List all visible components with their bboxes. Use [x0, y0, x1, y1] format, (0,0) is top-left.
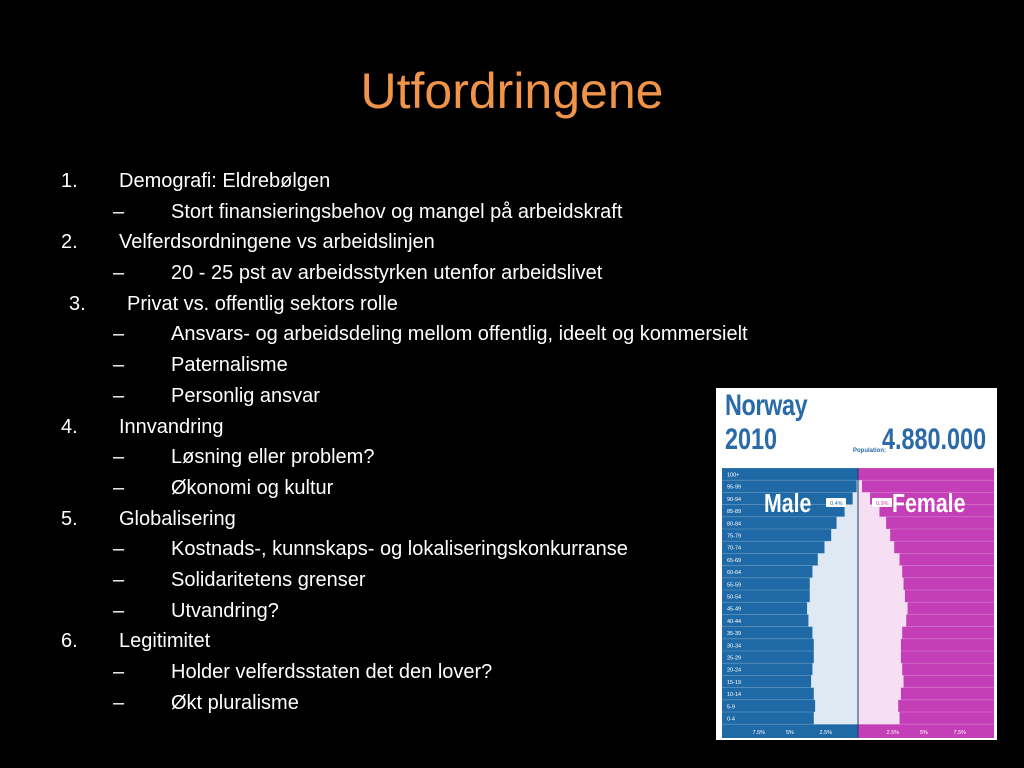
age-group-label: 25-29 — [727, 655, 742, 662]
age-group-label: 10-14 — [727, 692, 742, 699]
population-label: Population: — [853, 448, 886, 454]
list-subitem — [0, 688, 720, 719]
list-subitem-text: Paternalisme — [171, 354, 288, 377]
age-group-label: 20-24 — [727, 667, 742, 674]
list-subitem — [0, 319, 748, 350]
list-subitem — [0, 657, 720, 688]
male-marker-value: 0.4% — [830, 501, 843, 507]
list-item — [0, 166, 720, 197]
dash-bullet: – — [113, 323, 125, 346]
age-group-label: 40-44 — [727, 618, 742, 625]
female-marker-value: 0.9% — [876, 501, 889, 507]
list-subitem — [0, 596, 720, 627]
list-item — [0, 626, 720, 657]
axis-tick-label: 2.5% — [819, 730, 833, 737]
list-subitem — [0, 534, 720, 565]
list-item-text: Globalisering — [119, 507, 236, 530]
list-item-number: 1. — [61, 170, 78, 192]
age-group-label: 30-34 — [727, 643, 742, 650]
axis-tick-label: 7.5% — [953, 730, 967, 737]
dash-bullet: – — [113, 661, 125, 683]
list-subitem-text: Personlig ansvar — [171, 384, 320, 407]
dash-bullet: – — [113, 599, 125, 622]
dash-bullet: – — [113, 568, 125, 591]
list-subitem — [0, 442, 720, 473]
dash-bullet: – — [113, 200, 125, 223]
axis-tick-label: 2.5% — [886, 730, 900, 737]
dash-bullet: – — [113, 446, 125, 469]
list-item-number: 2. — [61, 231, 78, 254]
age-group-label: 60-64 — [727, 570, 742, 577]
list-subitem — [0, 350, 720, 381]
list-subitem — [0, 258, 720, 289]
age-group-label: 35-39 — [727, 631, 742, 638]
norway-population-infographic — [716, 388, 997, 740]
age-group-label: 65-69 — [727, 557, 742, 564]
list-subitem-text: Økt pluralisme — [171, 691, 299, 714]
age-group-label: 80-84 — [727, 521, 742, 528]
population-value: 4.880.000 — [882, 423, 987, 456]
age-group-label: 95-99 — [727, 484, 742, 491]
list-item — [0, 227, 720, 258]
list-subitem-text: Solidaritetens grenser — [171, 568, 366, 591]
dash-bullet: – — [113, 476, 125, 499]
list-subitem-text: Utvandring? — [171, 599, 279, 622]
infographic-country: Norway — [725, 389, 808, 422]
list-subitem-text: Ansvars- og arbeidsdeling mellom offentlig, ideelt og kommersielt — [171, 323, 748, 346]
dash-bullet: – — [113, 384, 125, 407]
dash-bullet: – — [113, 691, 125, 714]
list-subitem — [0, 565, 720, 596]
dash-bullet: – — [113, 538, 125, 561]
list-item-text: Demografi: Eldrebølgen — [119, 170, 331, 192]
dash-bullet: – — [113, 262, 125, 285]
age-group-label: 0-4 — [727, 716, 735, 723]
list-subitem — [0, 473, 720, 504]
male-label: Male — [764, 489, 812, 519]
list-item-text: Legitimitet — [119, 630, 211, 653]
population-pyramid — [722, 468, 994, 738]
axis-tick-label: 5% — [786, 730, 794, 737]
axis-tick-label: 7.5% — [752, 730, 766, 737]
list-subitem-text: Stort finansieringsbehov og mangel på arbeidskraft — [171, 200, 623, 223]
list-subitem-text: 20 - 25 pst av arbeidsstyrken utenfor arbeidslivet — [171, 262, 603, 285]
list-item-number: 5. — [61, 507, 78, 530]
infographic-year: 2010 — [725, 423, 778, 456]
list-item-number: 3. — [69, 292, 86, 315]
slide-title: Utfordringene — [360, 63, 664, 119]
age-group-label: 100+ — [727, 472, 740, 479]
list-subitem — [0, 381, 720, 412]
list-item-text: Velferdsordningene vs arbeidslinjen — [119, 231, 435, 254]
list-subitem — [0, 197, 720, 228]
list-item — [0, 289, 720, 320]
list-item-number: 6. — [61, 630, 78, 653]
female-label: Female — [892, 489, 966, 519]
age-group-label: 15-19 — [727, 679, 742, 686]
age-group-label: 55-59 — [727, 582, 742, 589]
list-item-text: Innvandring — [119, 415, 224, 438]
age-group-label: 75-79 — [727, 533, 742, 540]
list-subitem-text: Økonomi og kultur — [171, 476, 334, 499]
list-subitem-text: Kostnads-, kunnskaps- og lokaliseringskonkurranse — [171, 538, 628, 561]
axis-tick-label: 5% — [920, 730, 928, 737]
list-item — [0, 412, 720, 443]
age-group-label: 85-89 — [727, 509, 742, 516]
age-group-label: 50-54 — [727, 594, 742, 601]
age-group-label: 5-9 — [727, 704, 735, 711]
list-item-number: 4. — [61, 415, 78, 438]
list-item — [0, 504, 720, 535]
list-item-text: Privat vs. offentlig sektors rolle — [127, 292, 398, 315]
list-subitem-text: Løsning eller problem? — [171, 446, 375, 469]
dash-bullet: – — [113, 354, 125, 377]
age-group-label: 90-94 — [727, 496, 742, 503]
age-group-label: 45-49 — [727, 606, 742, 613]
age-group-label: 70-74 — [727, 545, 742, 552]
list-subitem-text: Holder velferdsstaten det den lover? — [171, 661, 493, 683]
